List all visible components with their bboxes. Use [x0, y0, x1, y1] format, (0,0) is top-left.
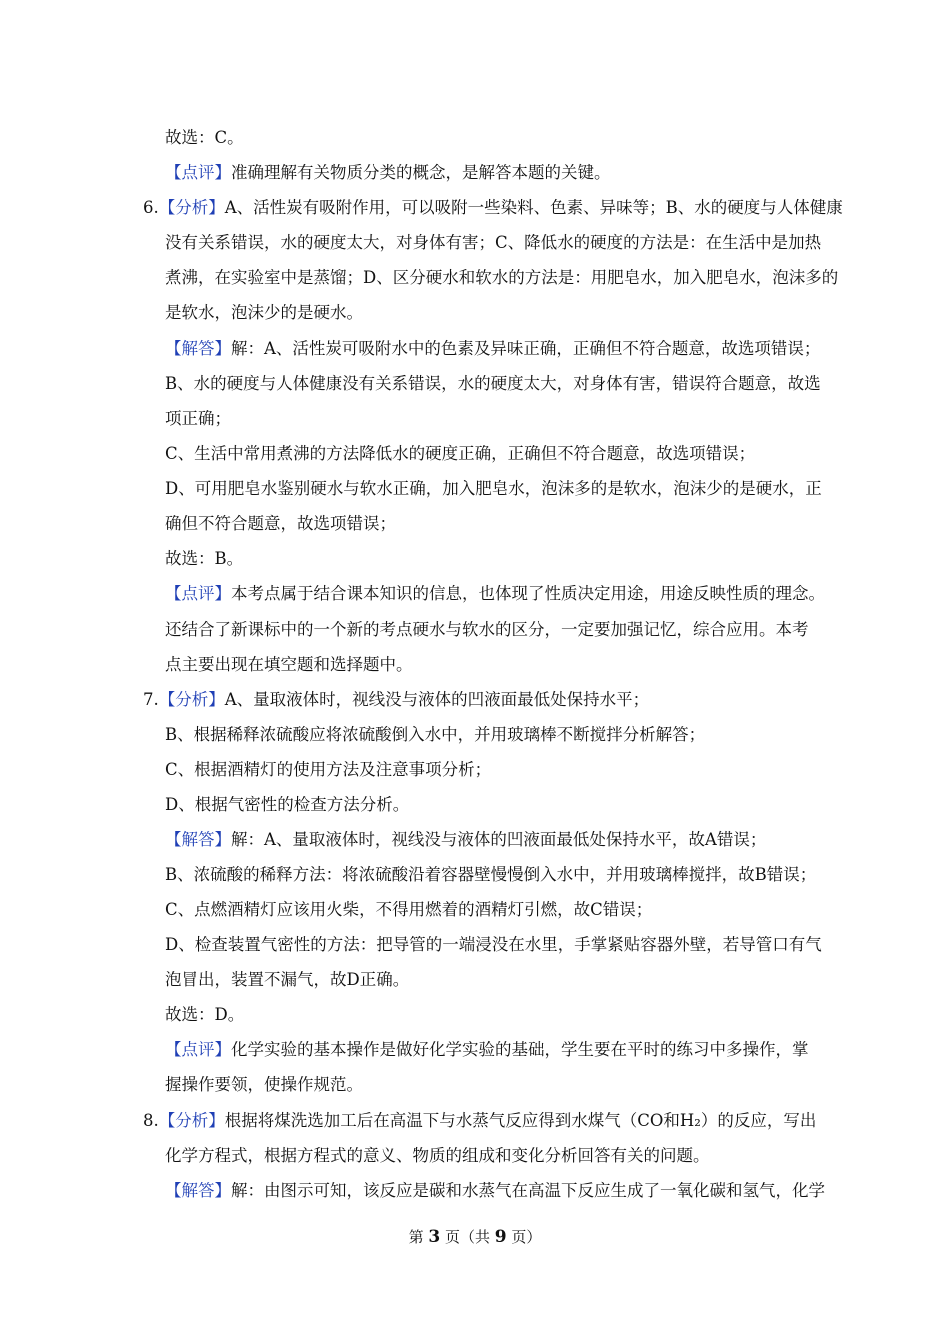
line-text: 还结合了新课标中的一个新的考点硬水与软水的区分，一定要加强记忆，综合应用。本考 [165, 620, 809, 639]
line-text: D、可用肥皂水鉴别硬水与软水正确，加入肥皂水，泡沫多的是软水，泡沫少的是硬水，正 [165, 479, 822, 498]
section-tag: 【解答】 [165, 830, 231, 849]
line-text: 解：A、量取液体时，视线没与液体的凹液面最低处保持水平，故A错误； [231, 830, 767, 849]
line-text: D、根据气密性的检查方法分析。 [165, 795, 410, 814]
line-text: B、浓硫酸的稀释方法：将浓硫酸沿着容器壁慢慢倒入水中，并用玻璃棒搅拌，故B错误； [165, 865, 817, 884]
text-line [165, 548, 243, 570]
page-footer: 第 3 页（共 9 页） [408, 1227, 542, 1247]
line-text: 没有关系错误，水的硬度太大，对身体有害；C、降低水的硬度的方法是：在生活中是加热 [165, 233, 822, 252]
text-line [165, 408, 231, 430]
line-text: 故选：B。 [165, 549, 244, 568]
line-text: 泡冒出，装置不漏气，故D正确。 [165, 970, 410, 989]
line-text: B、水的硬度与人体健康没有关系错误，水的硬度太大，对身体有害，错误符合题意，故选 [165, 374, 821, 393]
line-text: C、根据酒精灯的使用方法及注意事项分析； [165, 760, 492, 779]
line-text: 化学实验的基本操作是做好化学实验的基础，学生要在平时的练习中多操作，掌 [231, 1040, 809, 1059]
page-number: 3 [428, 1227, 441, 1247]
line-text: D、检查装置气密性的方法：把导管的一端浸没在水里，手掌紧贴容器外壁，若导管口有气 [165, 935, 822, 954]
section-tag: 【点评】 [165, 584, 231, 603]
text-line [165, 899, 652, 921]
section-tag: 【解答】 [165, 339, 231, 358]
text-line [165, 864, 816, 886]
text-line [165, 583, 825, 605]
section-tag: 【分析】 [158, 690, 225, 709]
text-line [165, 338, 820, 360]
text-line [165, 478, 822, 500]
line-text: 解：A、活性炭可吸附水中的色素及异味正确，正确但不符合题意，故选项错误； [231, 339, 821, 358]
text-line [143, 689, 649, 711]
line-text: 故选：D。 [165, 1005, 245, 1024]
line-text: 化学方程式，根据方程式的意义、物质的组成和变化分析回答有关的问题。 [165, 1146, 710, 1165]
line-text: B、根据稀释浓硫酸应将浓硫酸倒入水中，并用玻璃棒不断搅拌分析解答； [165, 725, 706, 744]
line-text: 确但不符合题意，故选项错误； [165, 514, 396, 533]
question-number: 8. [143, 1111, 159, 1130]
text-line [165, 759, 491, 781]
line-text: C、点燃酒精灯应该用火柴，不得用燃着的酒精灯引燃，故C错误； [165, 900, 653, 919]
text-line [165, 654, 413, 676]
section-tag: 【点评】 [165, 1040, 231, 1059]
line-text: C、生活中常用煮沸的方法降低水的硬度正确，正确但不符合题意，故选项错误； [165, 444, 756, 463]
text-line [165, 162, 611, 184]
text-line [165, 443, 755, 465]
line-text: 煮沸，在实验室中是蒸馏；D、区分硬水和软水的方法是：用肥皂水，加入肥皂水，泡沫多的 [165, 268, 839, 287]
line-text: 是软水，泡沫少的是硬水。 [165, 303, 363, 322]
line-text: 项正确； [165, 409, 231, 428]
line-text: 握操作要领，使操作规范。 [165, 1075, 363, 1094]
line-text: 故选：C。 [165, 128, 244, 147]
text-line [165, 513, 396, 535]
line-text: A、活性炭有吸附作用，可以吸附一些染料、色素、异味等；B、水的硬度与人体健康 [224, 198, 843, 217]
line-text: 解：由图示可知，该反应是碳和水蒸气在高温下反应生成了一氧化碳和氢气，化学 [231, 1181, 825, 1200]
section-tag: 【点评】 [165, 163, 231, 182]
text-line [165, 969, 409, 991]
line-text: 准确理解有关物质分类的概念，是解答本题的关键。 [231, 163, 611, 182]
text-line [165, 829, 766, 851]
line-text: 根据将煤洗选加工后在高温下与水蒸气反应得到水煤气（CO和H₂）的反应，写出 [224, 1111, 817, 1130]
line-text: 点主要出现在填空题和选择题中。 [165, 655, 413, 674]
text-line [165, 302, 363, 324]
text-line [165, 127, 244, 149]
text-line [165, 724, 705, 746]
section-tag: 【分析】 [158, 198, 225, 217]
text-line [165, 267, 838, 289]
text-line [165, 1145, 710, 1167]
line-text: 本考点属于结合课本知识的信息，也体现了性质决定用途，用途反映性质的理念。 [231, 584, 825, 603]
page-total: 9 [494, 1227, 507, 1247]
question-number: 7. [143, 690, 159, 709]
text-line [143, 1110, 816, 1132]
text-line [165, 373, 821, 395]
line-text: A、量取液体时，视线没与液体的凹液面最低处保持水平； [224, 690, 650, 709]
question-number: 6. [143, 198, 159, 217]
text-line [165, 794, 409, 816]
section-tag: 【分析】 [158, 1111, 225, 1130]
text-line [143, 197, 843, 219]
text-line [165, 232, 821, 254]
text-line [165, 1004, 244, 1026]
text-line [165, 1039, 809, 1061]
text-line [165, 619, 809, 641]
text-line [165, 1180, 825, 1202]
section-tag: 【解答】 [165, 1181, 231, 1200]
text-line [165, 1074, 363, 1096]
text-line [165, 934, 822, 956]
